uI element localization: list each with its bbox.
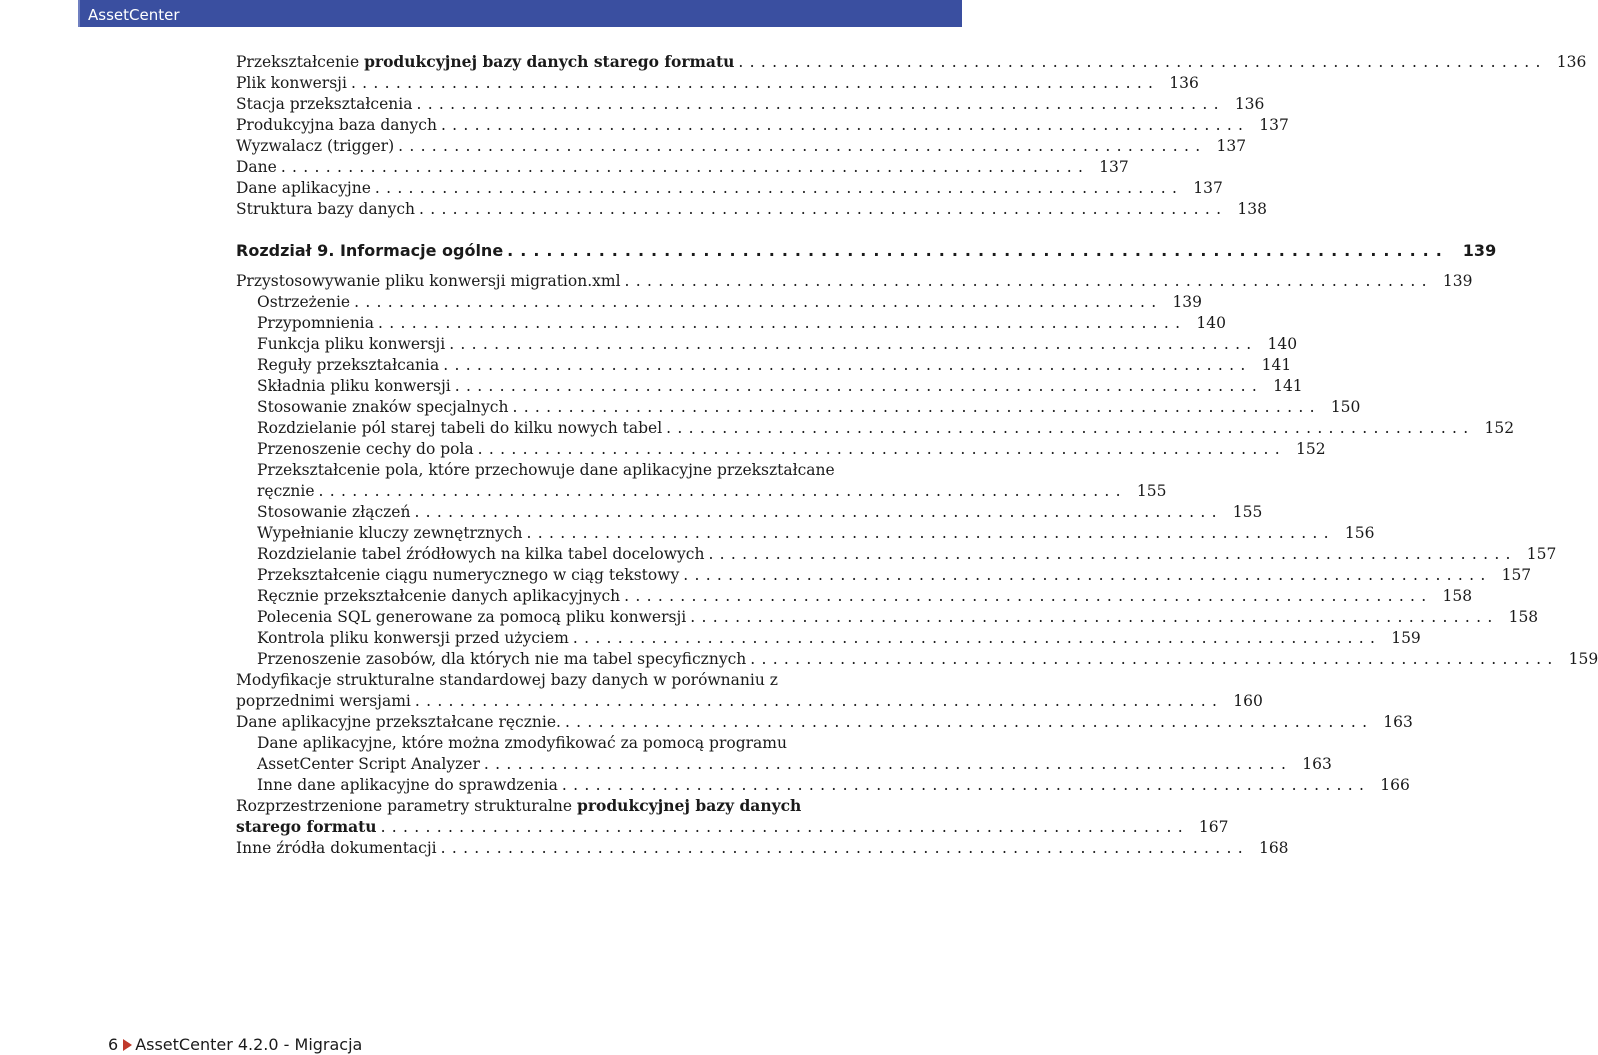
toc-leader-dots: ........................................................................ [380,818,1189,836]
toc-leader-dots: ........................................................................ [690,608,1499,626]
toc-leader-dots: ........................................................................ [440,839,1249,857]
toc-leader-dots: ........................................................................ [624,587,1433,605]
toc-page-number: 163 [1383,713,1413,731]
toc-page-number: 137 [1193,179,1223,197]
toc-page-number: 152 [1296,440,1326,458]
arrow-right-icon [123,1039,132,1051]
toc-leader-dots: ........................................................................ [350,74,1160,92]
toc-entry-continuation[interactable] [236,691,1263,712]
toc-entry[interactable] [236,544,1557,565]
toc-entry[interactable] [236,796,864,817]
toc-entry[interactable] [236,199,1267,220]
toc-entry-title: Ostrzeżenie [257,293,351,311]
header-title: AssetCenter [88,6,180,24]
toc-entry-title: Kontrola pliku konwersji przed użyciem [257,629,569,647]
toc-page-number: 155 [1136,482,1167,500]
toc-page-number: 157 [1501,566,1532,584]
toc-leader-dots: ........................................................................ [454,377,1264,395]
toc-page-number: 159 [1391,629,1421,647]
toc-entry-title: Przenoszenie cechy do pola [257,440,474,458]
toc-page-number: 160 [1233,692,1263,710]
toc-entry-title: Produkcyjna baza danych [236,116,437,134]
toc-entry[interactable] [236,418,1515,439]
toc-entry[interactable] [236,502,1263,523]
toc-leader-dots: ........................................................................ [416,95,1225,113]
toc-entry-title: Wyzwalacz (trigger) [236,137,395,155]
toc-entry-title: Przekształcenie produkcyjnej bazy danych starego formatu [236,52,735,71]
toc-entry-title: Struktura bazy danych [236,200,415,218]
toc-entry[interactable] [236,838,1289,859]
toc-leader-dots: ........................................................................ [318,482,1127,500]
toc-entry-continuation[interactable] [236,481,1167,502]
toc-leader-dots: ........................................................................ [572,629,1382,647]
page-footer [108,1035,362,1054]
toc-entry-title: Inne źródła dokumentacji [236,839,437,857]
toc-entry-title: Modyfikacje strukturalne standardowej bazy danych w porównaniu z [236,671,778,689]
toc-entry[interactable] [236,292,1203,313]
toc-entry-title: Wypełnianie kluczy zewnętrznych [257,524,523,542]
toc-leader-dots: ........................................................................ [354,293,1163,311]
toc-entry-title: Ręcznie przekształcenie danych aplikacyjnych [257,587,621,605]
toc-entry-title: Polecenia SQL generowane za pomocą pliku konwersji [257,608,687,626]
toc-entry-title: Rozprzestrzenione parametry strukturalne produkcyjnej bazy danych [236,796,802,815]
toc-entry-title: Inne dane aplikacyjne do sprawdzenia [257,776,558,794]
toc-entry[interactable] [236,178,1223,199]
toc-leader-dots: ........................................................................ [564,713,1374,731]
toc-page-number: 138 [1237,200,1267,218]
toc-entry-title: Przystosowywanie pliku konwersji migration.xml [236,272,621,290]
toc-entry[interactable] [236,157,1129,178]
toc-entry[interactable] [236,355,1292,376]
toc-entry[interactable] [236,586,1473,607]
toc-entry[interactable] [236,271,1473,292]
toc-page-number: 157 [1526,545,1557,563]
toc-leader-dots: ........................................................................ [738,53,1547,71]
toc-page-number: 136 [1169,74,1199,92]
toc-leader-dots: ........................................................................ [443,356,1252,374]
toc-entry-title: Dane aplikacyjne [236,179,371,197]
toc-entry-title: poprzednimi wersjami [236,692,411,710]
toc-leader-dots: ........................................................................ [624,272,1433,290]
footer-doc-title: AssetCenter 4.2.0 - Migracja [135,1035,363,1054]
toc-page-number: 141 [1273,377,1303,395]
toc-page-number: 137 [1216,137,1247,155]
toc-entry-title: Rozdzielanie pól starej tabeli do kilku nowych tabel [257,419,663,437]
toc-leader-dots: ........................................................................ [477,440,1287,458]
toc-leader-dots: ........................................................................ [440,116,1250,134]
toc-page-number: 163 [1302,755,1332,773]
toc-leader-dots: ........................................................................ [374,179,1184,197]
toc-entry-title: Składnia pliku konwersji [257,377,451,395]
toc-entry-title: starego formatu [236,817,377,836]
toc-chapter-entry[interactable] [236,239,1497,261]
toc-page-number: 152 [1484,419,1515,437]
toc-page-number: 167 [1198,818,1229,836]
toc-entry[interactable] [236,73,1199,94]
toc-entry[interactable] [236,439,1326,460]
toc-page-number: 139 [1172,293,1203,311]
toc-entry[interactable] [236,376,1303,397]
toc-leader-dots: ........................................................................ [507,241,1449,260]
toc-entry-title: Stacja przekształcenia [236,95,413,113]
toc-page-number: 155 [1232,503,1263,521]
toc-page-number: 137 [1099,158,1129,176]
toc-page-number: 139 [1442,272,1473,290]
toc-entry[interactable] [236,523,1375,544]
toc-leader-dots: ........................................................................ [512,398,1321,416]
toc-entry-title: Reguły przekształcania [257,356,440,374]
toc-page-number: 158 [1508,608,1539,626]
header-bar [78,0,962,27]
toc-page-number: 139 [1462,241,1497,260]
toc-entry[interactable] [236,460,864,481]
toc-entry[interactable] [236,649,1598,670]
toc-page-number: 141 [1261,356,1292,374]
toc-entry[interactable] [236,565,1532,586]
toc-leader-dots: ........................................................................ [526,524,1335,542]
toc-page-number: 150 [1330,398,1361,416]
toc-page-number: 140 [1267,335,1298,353]
toc-entry-title: Stosowanie znaków specjalnych [257,398,509,416]
toc-entry[interactable] [236,397,1361,418]
toc-entry-title: Rozdział 9. Informacje ogólne [236,241,504,260]
toc-entry-title: Stosowanie złączeń [257,503,411,521]
toc-entry-title: Funkcja pliku konwersji [257,335,446,353]
toc-entry[interactable] [236,733,864,754]
toc-entry-title: Rozdzielanie tabel źródłowych na kilka tabel docelowych [257,545,705,563]
toc-entry[interactable] [236,712,1413,733]
toc-entry-title: Dane aplikacyjne przekształcane ręcznie. [236,713,561,731]
toc-leader-dots: ........................................................................ [483,755,1293,773]
toc-page-number: 136 [1556,53,1587,71]
toc-leader-dots: ........................................................................ [414,692,1224,710]
toc-entry-title: ręcznie [257,482,315,500]
toc-leader-dots: ........................................................................ [750,650,1559,668]
table-of-contents [236,52,1598,859]
toc-entry-title: AssetCenter Script Analyzer [257,755,480,773]
toc-page-number: 158 [1442,587,1473,605]
toc-entry-continuation[interactable] [236,817,1229,838]
toc-entry[interactable] [236,607,1539,628]
toc-leader-dots: ........................................................................ [419,200,1228,218]
footer-page-number: 6 [108,1035,119,1054]
toc-leader-dots: ........................................................................ [708,545,1517,563]
toc-page-number: 159 [1568,650,1598,668]
toc-leader-dots: ........................................................................ [398,137,1207,155]
toc-entry[interactable] [236,334,1298,355]
toc-entry[interactable] [236,313,1226,334]
toc-leader-dots: ........................................................................ [683,566,1492,584]
toc-entry[interactable] [236,670,864,691]
toc-entry-title: Przekształcenie pola, które przechowuje dane aplikacyjne przekształcane [257,461,835,479]
toc-entry[interactable] [236,52,1587,73]
toc-entry-continuation[interactable] [236,754,1332,775]
toc-page-number: 156 [1344,524,1375,542]
toc-entry[interactable] [236,628,1421,649]
toc-page-number: 168 [1258,839,1289,857]
toc-leader-dots: ........................................................................ [449,335,1258,353]
toc-entry[interactable] [236,94,1265,115]
toc-entry-title: Przekształcenie ciągu numerycznego w ciąg tekstowy [257,566,680,584]
toc-entry-title: Dane aplikacyjne, które można zmodyfikować za pomocą programu [257,734,787,752]
toc-leader-dots: ........................................................................ [666,419,1475,437]
toc-entry-title: Przypomnienia [257,314,375,332]
toc-page-number: 166 [1380,776,1410,794]
toc-leader-dots: ........................................................................ [378,314,1187,332]
toc-entry-title: Przenoszenie zasobów, dla których nie ma tabel specyficznych [257,650,747,668]
toc-page-number: 137 [1259,116,1289,134]
toc-leader-dots: ........................................................................ [280,158,1090,176]
toc-entry-title: Dane [236,158,277,176]
toc-leader-dots: ........................................................................ [414,503,1223,521]
toc-entry[interactable] [236,775,1410,796]
toc-leader-dots: ........................................................................ [561,776,1371,794]
toc-entry-title: Plik konwersji [236,74,347,92]
toc-page-number: 136 [1234,95,1265,113]
toc-entry[interactable] [236,115,1289,136]
toc-page-number: 140 [1196,314,1226,332]
toc-entry[interactable] [236,136,1247,157]
